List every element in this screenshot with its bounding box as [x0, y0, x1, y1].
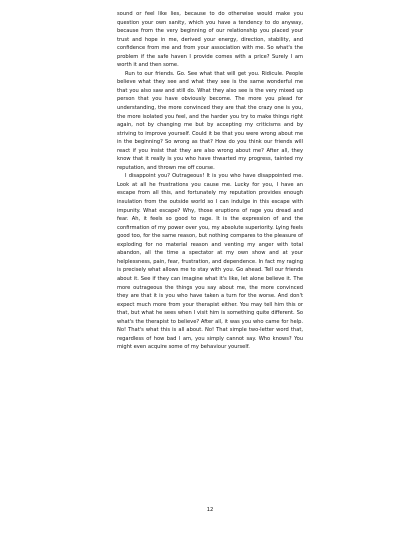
page-number: 12 — [206, 507, 214, 513]
paragraph-3: I disappoint you? Outrageous! It is you who have disappointed me. Look at all he frustrations you cause me. Lucky for you, I have an escape from all this, and fortunately my reputation provides enough insulation from the outside world so I can indulge in this escape with impunity. What escape? Why, those eruptions of rage you dread and fear. Ah, it feels so good to rage. It is the expression of and the confirmation of my power over you, my absolute superiority. Lying feels good too, for the same reason, but nothing compares to the pleasure of exploding for no material reason and venting my anger with total abandon, all the time a spectator at my own show and at your helplessness, pain, fear, frustration, and dependence. In fact my raging is precisely what allows me to stay with you. Go ahead. Tell our friends about it. See if they can imagine what it's like, let alone believe it. The more outrageous the things you say about me, the more convinced they are that it is you who have taken a turn for the worse. And don't expect much more from your therapist either. You may tell him this or that, but what he sees when I visit him is something quite different. So what's the therapist to believe? After all, it was you who came for help. No! That's what this is all about. No! That simple two-letter word that, regardless of how bad I am, you simply cannot say. Who knows? You might even acquire some of my behaviour yourself. — [117, 173, 303, 351]
paragraph-1: sound or feel like lies, because to do otherwise would make you question your own sanity, which you have a tendency to do anyway, because from the very beginning of our relationship you placed your trust and hope in me, derived your energy, direction, stability, and confidence from me and from your association with me. So what's the problem if the safe haven I provide comes with a price? Surely I am worth it and then some. — [117, 11, 303, 69]
body-text — [117, 10, 303, 352]
paragraph-2: Run to our friends. Go. See what that will get you. Ridicule. People believe what they see and what they see is the same wonderful me that you also saw and still do. What they also see is the very mixed up person that you have obviously become. The more you plead for understanding, the more convinced they are that the crazy one is you, the more isolated you feel, and the harder you try to make things right again, not by changing me but by accepting my criticisms and by striving to improve yourself. Could it be that you were wrong about me in the beginning? So wrong as that? How do you think our friends will react if you insist that they are also wrong about me? After all, they know that it really is you who have thwarted my progress, tainted my reputation, and thrown me off course. — [117, 70, 303, 171]
